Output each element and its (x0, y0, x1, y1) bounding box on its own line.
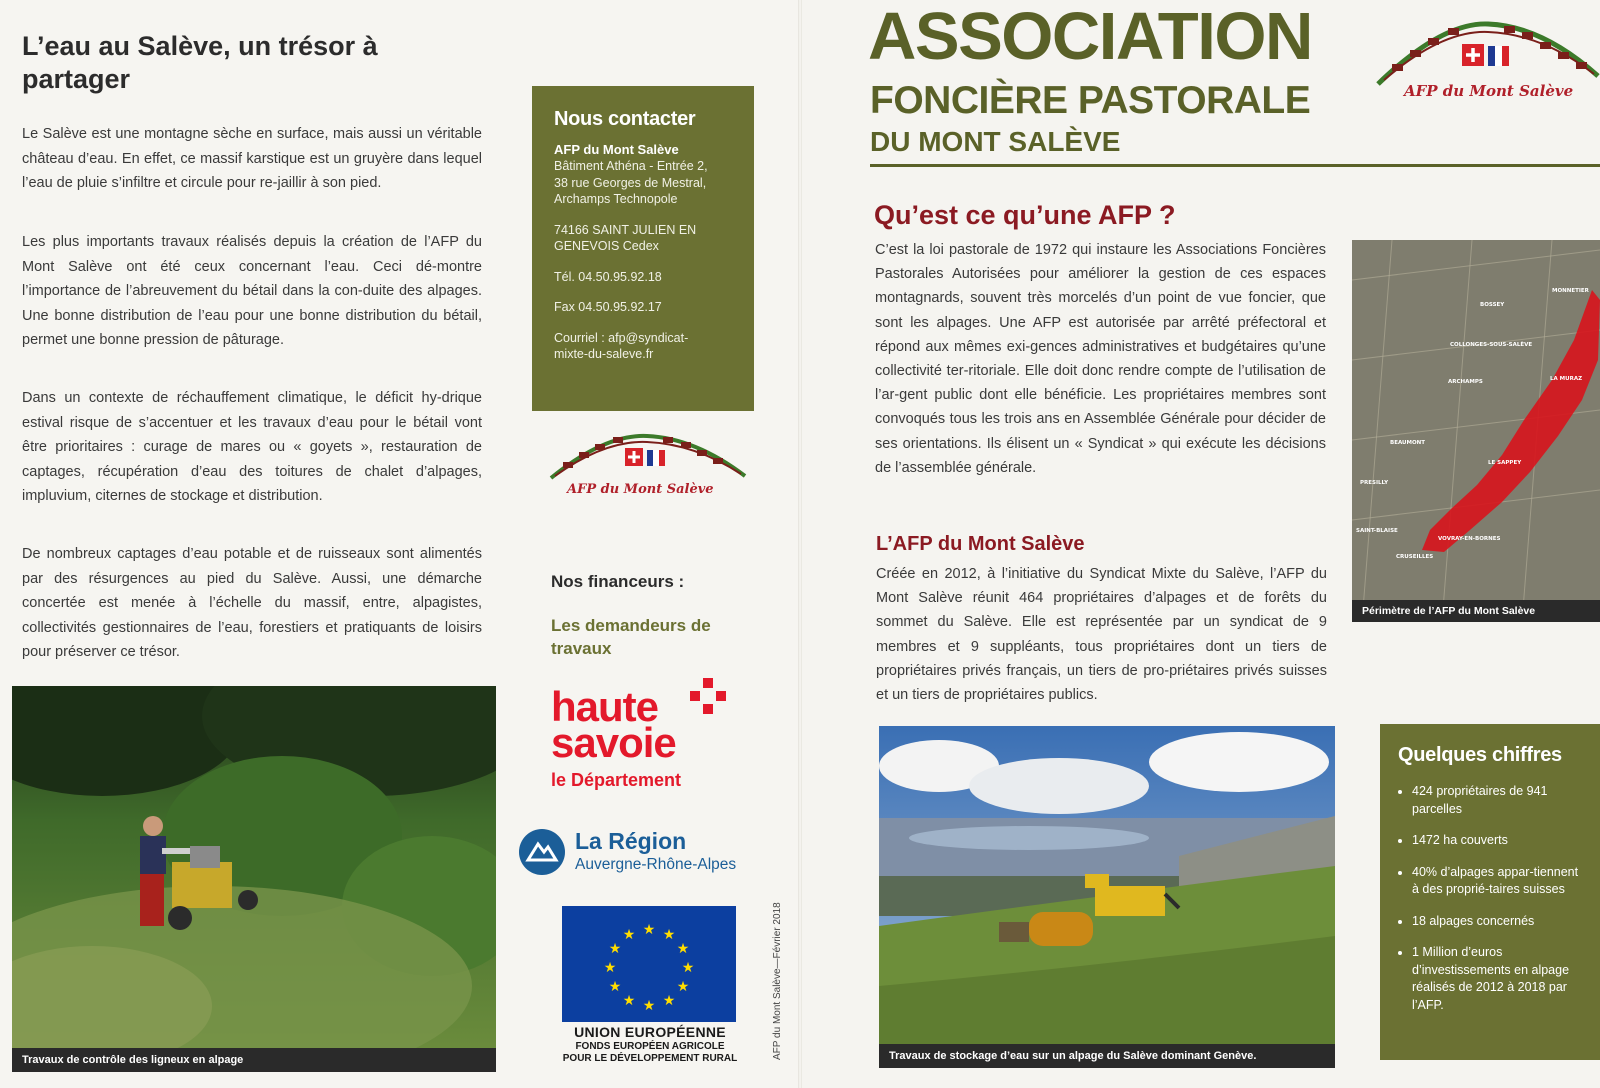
key-figures-title: Quelques chiffres (1398, 744, 1562, 766)
afp-mont-saleve-heading: L’AFP du Mont Salève (876, 533, 1085, 555)
afp-logo-right-text: AFP du Mont Salève (1404, 82, 1574, 100)
haute-savoie-logo-word-2: savoie (551, 719, 676, 766)
haute-savoie-logo-word-1: haute (551, 683, 659, 730)
contact-address-line-2: 38 rue Georges de Mestral, (554, 175, 707, 190)
svg-text:★: ★ (662, 927, 676, 943)
fold-line (798, 0, 802, 1088)
contact-city-line-2: GENEVOIS Cedex (554, 239, 659, 253)
map-label-beaumont: BEAUMONT (1390, 440, 1426, 446)
contact-city-line-1: 74166 SAINT JULIEN EN (554, 222, 697, 237)
svg-text:★: ★ (608, 979, 622, 995)
contact-title: Nous contacter (554, 108, 696, 130)
key-figure-item: • 1472 ha couverts (1412, 832, 1582, 850)
funders-heading: Nos financeurs : (551, 572, 685, 591)
perimeter-map (1352, 240, 1600, 622)
water-paragraph-1: Le Salève est une montagne sèche en surface, mais aussi un véritable château d’eau. En effet, ce massif karstique est un gruyère dans lequel l’eau de pluie s’infiltre et circule pour re-jaillir à son pied. (22, 126, 482, 191)
map-label-bossey: BOSSEY (1480, 302, 1505, 308)
haute-savoie-cross-icon (690, 678, 726, 714)
svg-text:★: ★ (681, 960, 695, 976)
afp-logo-left (545, 426, 750, 504)
key-figure-item: • 1 Million d’euros d’investissements en alpage réalisés de 2012 à 2018 par l’AFP. (1412, 944, 1582, 1014)
brush-clearing-caption: Travaux de contrôle des ligneux en alpage (12, 1048, 496, 1072)
map-label-archamps: ARCHAMPS (1448, 379, 1483, 385)
key-figures-list (1398, 783, 1582, 1014)
svg-text:★: ★ (642, 922, 656, 938)
brush-clearing-photo (12, 686, 496, 1072)
key-figure-item: • 424 propriétaires de 941 parcelles (1412, 783, 1582, 818)
what-is-afp-heading: Qu’est ce qu’une AFP ? (874, 200, 1176, 230)
afp-cattle-ridge-icon (545, 426, 750, 486)
afp-cattle-ridge-icon-large (1372, 14, 1600, 90)
key-figure-item: • 40% d’alpages appar-tiennent à des proprié-taires suisses (1412, 864, 1582, 899)
svg-text:★: ★ (676, 941, 690, 957)
haute-savoie-department: le Département (551, 770, 682, 790)
map-label-presilly: PRESILLY (1360, 480, 1389, 486)
svg-text:★: ★ (608, 941, 622, 957)
map-label-collonges: COLLONGES-SOUS-SALÈVE (1450, 342, 1533, 348)
what-is-afp-text: C’est la loi pastorale de 1972 qui instaure les Associations Foncières Pastorales Autorisées pour améliorer la gestion de ces espaces montagnards, souvent très morcelés d’un point de vue foncier, que sont les alpages. Une AFP est autorisée par arrêté préfectoral et répond aux mêmes exi-gences administratives et budgétaires qu’une collectivité ter-ritoriale. Elle doit donc rendre compte de l’utilisation de l’ar-gent public dont elle bénéficie. Les propriétaires membres sont convoqués tous les trois ans en Assemblée Générale pour décider de ses orientations. Ils élisent un « Syndicat » qui exécute les décisions de l’assemblée générale. (875, 242, 1326, 476)
association-subtitle-2: DU MONT SALÈVE (870, 126, 1121, 157)
map-caption: Périmètre de l’AFP du Mont Salève (1352, 600, 1600, 622)
contact-address-line-3: Archamps Technopole (554, 192, 678, 206)
afp-logo-left-text: AFP du Mont Salève (567, 482, 714, 497)
eu-fund-line-2: POUR LE DÉVELOPPEMENT RURAL (562, 1053, 738, 1064)
water-storage-image (879, 726, 1335, 1068)
map-label-saint-blaise: SAINT-BLAISE (1356, 528, 1398, 534)
contact-phone: Tél. 04.50.95.92.18 (554, 269, 662, 284)
map-label-vovray: VOVRAY-EN-BORNES (1438, 536, 1501, 542)
svg-text:★: ★ (622, 927, 636, 943)
region-logo-icon (518, 828, 566, 876)
water-storage-photo (879, 726, 1335, 1068)
svg-text:★: ★ (676, 979, 690, 995)
association-subtitle: FONCIÈRE PASTORALE (870, 79, 1311, 122)
contact-email-line-1: Courriel : afp@syndicat- (554, 330, 689, 345)
contact-name: AFP du Mont Salève (554, 142, 679, 157)
title-rule (870, 164, 1600, 167)
perimeter-map-image (1352, 240, 1600, 622)
eu-stars-icon (562, 906, 736, 1022)
afp-logo-right (1372, 14, 1600, 104)
water-paragraph-2: Les plus importants travaux réalisés depuis la création de l’AFP du Mont Salève ont été ceux concernant l’eau. Ceci dé-montre l’importance de l’abreuvement du bétail dans la con-duite des alpages. Une bonne distribution de l’eau pour une bonne distribution du bétail, permet une bonne pression de pâturage. (22, 234, 482, 348)
map-label-la-muraz: LA MURAZ (1550, 376, 1583, 382)
region-subname: Auvergne-Rhône-Alpes (575, 856, 737, 873)
eu-name: UNION EUROPÉENNE (574, 1024, 726, 1040)
funders-subheading: Les demandeurs de travaux (551, 616, 711, 658)
map-label-cruseilles: CRUSEILLES (1396, 554, 1434, 560)
water-paragraph-3: Dans un contexte de réchauffement climatique, le déficit hy-drique estival risque de s’accentuer et les travaux d’eau pour le bétail vont être prioritaires : curage de mares ou « goyets », restauration de captages, récupération d’eau des toitures de chalet d’alpages, impluvium, citernes de stockage et distribution. (22, 390, 482, 504)
svg-text:★: ★ (603, 960, 617, 976)
contact-address-line-1: Bâtiment Athéna - Entrée 2, (554, 159, 708, 173)
svg-text:★: ★ (642, 998, 656, 1014)
eu-flag (562, 906, 736, 1022)
eu-fund-line-1: FONDS EUROPÉEN AGRICOLE (575, 1041, 725, 1052)
brush-clearing-image (12, 686, 496, 1072)
map-label-le-sappey: LE SAPPEY (1488, 460, 1522, 466)
key-figure-item: • 18 alpages concernés (1412, 913, 1582, 931)
region-name: La Région (575, 828, 687, 854)
key-figures-box (1380, 724, 1600, 1060)
contact-email-line-2: mixte-du-saleve.fr (554, 347, 654, 361)
association-title: ASSOCIATION (868, 0, 1312, 74)
water-storage-caption: Travaux de stockage d’eau sur un alpage du Salève dominant Genève. (879, 1044, 1335, 1068)
svg-text:★: ★ (622, 993, 636, 1009)
water-section-title: L’eau au Salève, un trésor à partager (22, 31, 378, 94)
svg-text:★: ★ (662, 993, 676, 1009)
water-paragraph-4: De nombreux captages d’eau potable et de ruisseaux sont alimentés par des résurgences au pied du Salève. Aussi, une démarche concertée est menée à l’échelle du massif, entre, alpagistes, collectivités gestionnaires de l’eau, forestiers et pratiquants de loisirs pour préserver ce trésor. (22, 546, 482, 660)
contact-box (532, 86, 754, 411)
afp-mont-saleve-text: Créée en 2012, à l’initiative du Syndicat Mixte du Salève, l’AFP du Mont Salève réunit 464 propriétaires d’alpages et de forêts du sommet du Salève. Elle est représentée par un syndicat de 9 membres et 9 suppléants, tous propriétaires dont un tiers de propriétaires privés français, un tiers de pro-priétaires privés suisses et un tiers de propriétaires publics. (876, 566, 1327, 704)
document-date-vertical: AFP du Mont Salève—Février 2018 (772, 902, 783, 1060)
contact-fax: Fax 04.50.95.92.17 (554, 300, 662, 314)
map-label-monnetier: MONNETIER (1552, 288, 1589, 294)
